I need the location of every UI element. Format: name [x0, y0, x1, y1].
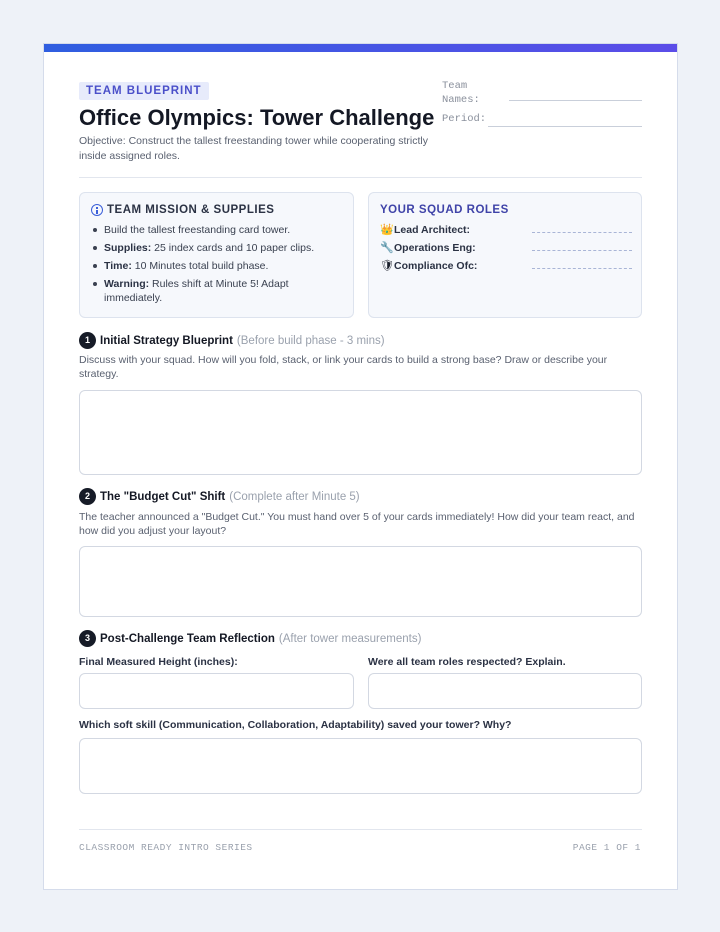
- height-input-box[interactable]: [79, 673, 354, 709]
- info-icon: [91, 204, 103, 216]
- team-blueprint-badge: TEAM BLUEPRINT: [79, 82, 209, 100]
- mission-item: Supplies: 25 index cards and 10 paper clips.: [104, 241, 344, 255]
- mission-heading: [91, 204, 274, 216]
- section-3-heading: [79, 630, 421, 647]
- mission-item: Time: 10 Minutes total build phase.: [104, 259, 344, 273]
- footer-page-number: PAGE 1 OF 1: [572, 842, 641, 853]
- section-note: (Complete after Minute 5): [229, 490, 360, 503]
- objective-text: Objective: Construct the tallest freestanding tower while cooperating strictly inside assigned roles.: [79, 135, 428, 162]
- period-label: Period:: [442, 113, 487, 125]
- mission-card: [79, 192, 354, 318]
- section-title: Post-Challenge Team Reflection: [100, 632, 275, 645]
- section-1-description: Discuss with your squad. How will you fold, stack, or link your cards to build a strong base? Draw or describe your strategy.: [79, 354, 608, 380]
- role-label: Compliance Ofc:: [394, 260, 478, 272]
- roles-card: [368, 192, 642, 318]
- section-number: 2: [79, 488, 96, 505]
- strategy-answer-box[interactable]: [79, 390, 642, 475]
- section-2-description: The teacher announced a "Budget Cut." You must hand over 5 of your cards immediately! How did your team react, and how did you adjust your layout?: [79, 511, 635, 537]
- crown-icon: 👑: [380, 224, 394, 236]
- mission-item: Build the tallest freestanding card tower.: [104, 223, 344, 237]
- section-number: 3: [79, 630, 96, 647]
- role-row-lead-architect: [380, 222, 632, 238]
- section-title: Initial Strategy Blueprint: [100, 334, 233, 347]
- roles-title: YOUR SQUAD ROLES: [380, 204, 509, 216]
- soft-skill-answer-box[interactable]: [79, 738, 642, 794]
- role-label: Operations Eng:: [394, 242, 476, 254]
- shield-icon: 🛡: [380, 260, 394, 272]
- page-title: Office Olympics: Tower Challenge: [79, 105, 435, 130]
- footer-series: CLASSROOM READY INTRO SERIES: [79, 842, 253, 853]
- section-number: 1: [79, 332, 96, 349]
- role-name-line[interactable]: [532, 232, 632, 233]
- worksheet-page: [43, 43, 678, 890]
- role-name-line[interactable]: [532, 268, 632, 269]
- height-label: Final Measured Height (inches):: [79, 656, 238, 668]
- footer-divider: [79, 829, 642, 830]
- header-divider: [79, 177, 642, 178]
- section-1-heading: [79, 332, 385, 349]
- mission-title: TEAM MISSION & SUPPLIES: [107, 204, 275, 216]
- role-row-compliance-ofc: [380, 258, 632, 274]
- team-names-label: Team Names:: [442, 80, 480, 106]
- section-note: (Before build phase - 3 mins): [236, 334, 385, 347]
- period-line[interactable]: [488, 126, 642, 127]
- accent-bar: [44, 44, 677, 52]
- mission-item: Warning: Rules shift at Minute 5! Adapt immediately.: [104, 277, 344, 305]
- role-name-line[interactable]: [532, 250, 632, 251]
- role-label: Lead Architect:: [394, 224, 471, 236]
- roles-respected-input-box[interactable]: [368, 673, 642, 709]
- roles-respected-label: Were all team roles respected? Explain.: [368, 656, 566, 668]
- wrench-icon: 🔧: [380, 242, 394, 254]
- team-names-line[interactable]: [509, 100, 642, 101]
- section-note: (After tower measurements): [278, 632, 422, 645]
- soft-skill-label: Which soft skill (Communication, Collaboration, Adaptability) saved your tower? Why?: [79, 719, 512, 731]
- section-2-heading: [79, 488, 360, 505]
- section-title: The "Budget Cut" Shift: [100, 490, 226, 503]
- role-row-operations-eng: [380, 240, 632, 256]
- mission-list: [104, 223, 344, 309]
- budget-cut-answer-box[interactable]: [79, 546, 642, 617]
